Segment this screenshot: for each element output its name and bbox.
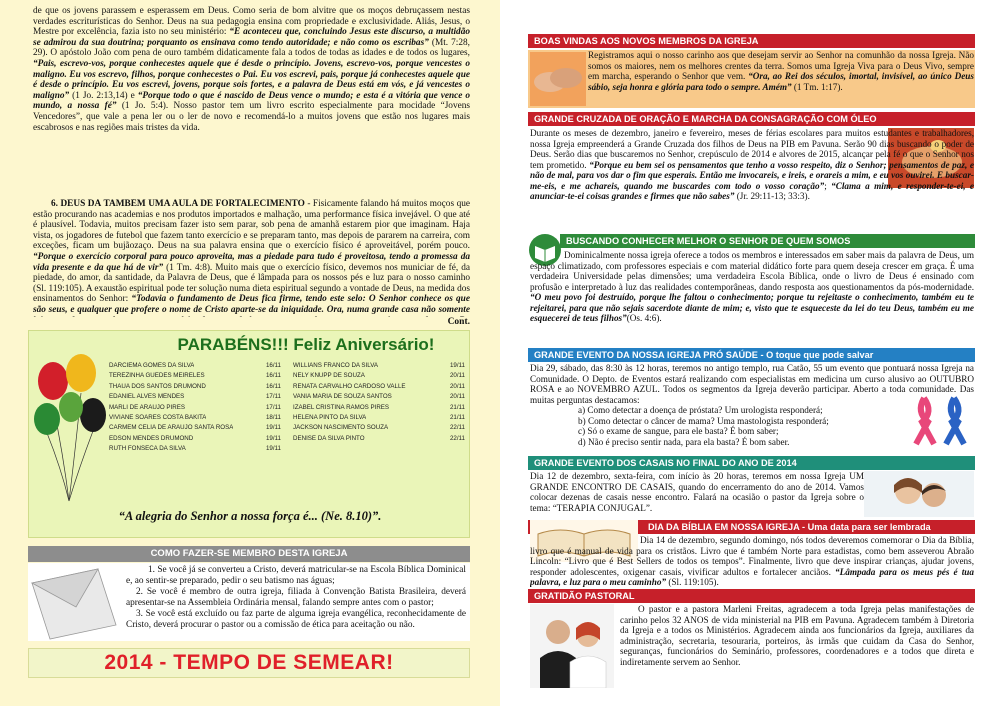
birthday-entry <box>293 434 465 444</box>
member-section-title: COMO FAZER-SE MEMBRO DESTA IGREJA <box>28 546 470 562</box>
birthday-title: PARABÉNS!!! Feliz Aniversário! <box>177 335 435 354</box>
balloons-icon <box>33 353 107 503</box>
member-section <box>28 563 470 641</box>
birthday-date: 19/11 <box>265 445 281 453</box>
pastors-photo <box>530 604 614 688</box>
birthday-name: CARMEM CELIA DE ARAUJO SANTA ROSA <box>109 424 234 432</box>
birthday-name: EDANIEL ALVES MENDES <box>109 393 185 401</box>
birthday-name: RUTH FONSECA DA SILVA <box>109 445 186 453</box>
birthday-date: 19/11 <box>449 362 465 369</box>
birthday-name: DENISE DA SILVA PINTO <box>293 434 365 442</box>
birthday-date: 20/11 <box>449 382 465 390</box>
birthday-name: IZABEL CRISTINA RAMOS PIRES <box>293 403 390 411</box>
birthday-name: VANIA MARIA DE SOUZA SANTOS <box>293 393 392 401</box>
health-question-c: c) Só o exame de sangue, para ele basta? É bom saber; <box>578 426 779 436</box>
birthday-entry <box>109 434 281 444</box>
birthday-name: VIVIANE SOARES COSTA BAKITA <box>109 414 207 422</box>
birthday-name: MARLI DE ARAUJO PIRES <box>109 403 185 411</box>
birthday-name: NELY KNUPP DE SOUZA <box>293 372 365 380</box>
birthday-entry <box>109 392 281 402</box>
birthday-date: 19/11 <box>265 434 281 442</box>
birthday-entry <box>109 361 281 371</box>
birthday-date: 18/11 <box>265 414 281 422</box>
birthday-entry <box>293 361 465 371</box>
birthday-name: WILLIANS FRANCO DA SILVA <box>293 362 379 369</box>
member-item-3: 3. Se você está excluído ou faz parte de alguma igreja evangélica, reconhecidamente de Cristo, deverá procurar o pastor ou a comissão de ética para aceitação ou não. <box>126 609 466 630</box>
intro-paragraph: de que os jovens parassem e esperassem em Deus. Como seria de bom alvitre que os moços debruçassem nestas verdades escriturísticas do Senhor. Deus na sua pedagogia ensina com propriedade e exclusividade. Aliás, Jesus, o Mestre por excelência, fazia isto no seu ministério: “E aconteceu que, concluindo Jesus este discurso, a multidão se admirou da sua doutrina; porquanto os ensinava como tendo autoridade; e não como os escribas” (Mt. 7:28, 29). O apóstolo João com pena de ouro também didaticamente fala a todos de todas as idades e de todos os lugares, “Pais, escrevo-vos, porque conhecestes aquele que é desde o princípio. Jovens, escrevo-vos, porque vencestes o maligno. Eu vos escrevo, filhos, porque conhecestes o Pai. Eu vos escrevi, pais, porque já conhecestes aquele que é desde o princípio. Eu vos escrevi, jovens, porque sois fortes, e a palavra de Deus está em vós, e já vencestes o maligno” (1 Jo. 2:13,14) e “Porque todo o que é nascido de Deus vence o mundo; e esta é a vitória que vence o mundo, a nossa fé” (1 Jo. 5:4). Nosso pastor tem um livro escrito especialmente para mocidade “Jovens Vencedores”, que vale a pena ler ou o ler de novo e recomendá-lo a muitos jovens que estão nos lugares mais escabrosos e nas regiões mais tristes da vida. <box>33 6 470 133</box>
birthday-entry <box>293 413 465 423</box>
birthday-entry <box>109 382 281 392</box>
health-question-a: a) Como detectar a doença de próstata? Um urologista responderá; <box>578 405 823 415</box>
birthday-date: 17/11 <box>265 393 281 401</box>
couple-image <box>864 471 974 517</box>
member-item-2: 2. Se você é membro de outra igreja, filiada à Convenção Batista Brasileira, deverá apresentar-se na Assembleia Ordinária mensal, falando sempre antes com o pastor; <box>126 587 466 608</box>
member-item-1: 1. Se você já se converteu a Cristo, deverá matricular-se na Escola Bíblica Dominical e, ao sentir-se preparado, pedir o seu batismo nas águas; <box>126 565 466 586</box>
birthday-entry <box>293 392 465 402</box>
birthday-column-1 <box>109 361 281 455</box>
birthday-column-2 <box>293 361 465 444</box>
birthday-entry <box>293 382 465 392</box>
birthday-date: 16/11 <box>265 362 281 369</box>
birthday-entry <box>293 423 465 433</box>
birthday-date: 20/11 <box>449 393 465 401</box>
welcome-title: BOAS VINDAS AOS NOVOS MEMBROS DA IGREJA <box>528 34 975 48</box>
knowing-text: Dominicalmente nossa igreja oferece a todos os membros e interessados em saber mais da palavra de Deus, um espaço climatizado, com professores especiais e com material didático forte para quem deseja crescer em graça. É uma verdadeira Universidade pelas dimensões; uma verdadeira Escola Bíblica, onde o livro de Deus é ensinado com profusão e interpretado à luz das realidades contemporâneas, dando resposta aos questionamentos da pós-modernidade. “O meu povo foi destruído, porque lhe faltou o conhecimento; porque tu rejeitaste o conhecimento, também eu te rejeitarei, para que não sejais sacerdote diante de mim; e, visto que te esqueceste da lei do teu Deus, também eu me esquecerei de teus filhos”(Os. 4:6). <box>530 250 974 323</box>
birthday-date: 19/11 <box>265 424 281 432</box>
birthday-date: 21/11 <box>449 414 465 422</box>
crusade-title: GRANDE CRUZADA DE ORAÇÃO E MARCHA DA CONSAGRAÇÃO COM ÓLEO <box>528 112 975 126</box>
birthday-box <box>28 330 470 538</box>
birthday-name: HELENA PINTO DA SILVA <box>293 414 367 422</box>
banner-text: 2014 - TEMPO DE SEMEAR! <box>104 651 394 674</box>
birthday-name: TEREZINHA GUEDES MEIRELES <box>109 372 205 380</box>
birthday-entry <box>293 403 465 413</box>
member-items <box>126 565 466 631</box>
cont-label: Cont. <box>447 317 470 327</box>
birthday-entry <box>109 403 281 413</box>
birthday-date: 22/11 <box>449 434 465 442</box>
welcome-text: Registramos aqui o nosso carinho aos que desejam servir ao Senhor na comunhão da nossa Igreja. Não somos os maiores, nem os melhores crentes da terra. Somos uma Igreja Viva para o Deus Vivo, sempre em marcha, esperando o Senhor que vem. “Ora, ao Rei dos séculos, imortal, invisível, ao único Deus sábio, seja honra e glória para todo o sempre. Amém” (1 Tm. 1:17). <box>588 50 974 92</box>
health-text: Dia 29, sábado, das 8:30 às 12 horas, teremos no antigo templo, rua Catão, 55 um evento que pontuará nossa Igreja na Comunidade. O Depto. de Eventos estará realizando com especialistas em medicina um curso alusivo ao OUTUBRO ROSA e ao NOVEMBRO AZUL. Todos os segmentos da Igreja deverão participar. Aberto a toda comunidade. Das muitas perguntas destacamos: a) Como detectar a doença de próstata? Um urologista responderá; b) Como detectar o câncer de mama? Uma mastologista responderá; c) Só o exame de sangue, para ele basta? É bom saber; d) Não é preciso sentir nada, para ela basta? É bom saber. <box>530 363 974 447</box>
section-6-heading: 6. DEUS DÁ TAMBÉM UMA AULA DE FORTALECIMENTO <box>51 199 305 209</box>
health-questions <box>530 405 974 447</box>
envelope-icon <box>28 563 124 641</box>
crusade-text: Durante os meses de dezembro, janeiro e fevereiro, meses de férias escolares para muitos estudantes e trabalhadores, nossa Igreja empreenderá a Grande Cruzada dos filhos de Deus na PIB em Pavuna. Serão 90 dias buscando o poder de Deus. Serão dias que buscaremos no Senhor, crepúsculo de 2014 e alvores de 2015, alcançar pela fé o que o Senhor nos tem prometido. “Porque eu bem sei os pensamentos que tenho a vosso respeito, diz o Senhor; pensamentos de paz, e não de mal, para vos dar o fim que esperais. Então me invocareis, e ireis, e orareis a mim, e eu vos ouvirei. E buscar-me-eis, e me achareis, quando me buscardes com todo o vosso coração”; “Clama a mim, e responder-te-ei, e anunciar-te-ei coisas grandes e firmes que não sabes” (Jr. 29:11-13; 33:3). <box>530 128 974 201</box>
birthday-entry <box>293 371 465 381</box>
birthday-date: 20/11 <box>449 372 465 380</box>
handshake-image <box>530 52 586 106</box>
birthday-verse: “A alegria do Senhor a nossa força é... (Ne. 8.10)”. <box>118 509 382 523</box>
birthday-entry <box>109 413 281 423</box>
couples-title: GRANDE EVENTO DOS CASAIS NO FINAL DO ANO DE 2014 <box>528 456 975 470</box>
birthday-name: EDSON MENDES DRUMOND <box>109 434 194 442</box>
birthday-date: 22/11 <box>449 424 465 432</box>
health-question-b: b) Como detectar o câncer de mama? Uma mastologista responderá; <box>578 415 829 426</box>
gratitude-text: O pastor e a pastora Marleni Freitas, agradecem a toda Igreja pelas manifestações de carinho pelos 32 ANOS de vida ministerial na PIB em Pavuna. Agradecem também à Diretoria da Igreja e a todos os Ministérios. Agradecem ainda aos funcionários da Igreja, auxiliares da administração, secretaria, tesouraria, porteiros, às irmãs que cuidam da Casa do Senhor, seguranças, funcionários do Seminário, professores, coordenadores e a todos que direta e indiretamente servem ao Senhor. <box>620 604 974 667</box>
bible-day-title: DIA DA BÍBLIA EM NOSSA IGREJA - Uma data para ser lembrada <box>528 520 975 534</box>
couples-text: Dia 12 de dezembro, sexta-feira, com início às 20 horas, teremos em nossa Igreja UM GRANDE ENCONTRO DE CASAIS, quando do encerramento do ano de 2014. Vamos colocar dezenas de casais nesse encontro. Falará na ocasião o pastor da Igreja sobre o tema: “TERAPIA CONJUGAL”. <box>530 471 864 513</box>
birthday-date: 21/11 <box>449 403 465 411</box>
birthday-date: 17/11 <box>265 403 281 411</box>
birthday-name: DARCIEMA GOMES DA SILVA <box>109 362 195 369</box>
birthday-name: JACKSON NASCIMENTO SOUZA <box>293 424 389 432</box>
right-page <box>500 0 1000 706</box>
birthday-date: 16/11 <box>265 372 281 380</box>
banner <box>28 648 470 678</box>
knowing-title: BUSCANDO CONHECER MELHOR O SENHOR DE QUEM SOMOS <box>560 234 975 248</box>
health-title: GRANDE EVENTO DA NOSSA IGREJA PRÓ SAÚDE - O toque que pode salvar <box>528 348 975 362</box>
birthday-date: 16/11 <box>265 382 281 390</box>
birthday-name: RENATA CARVALHO CARDOSO VALLE <box>293 382 406 390</box>
health-question-d: d) Não é preciso sentir nada, para ela basta? É bom saber. <box>578 436 790 447</box>
gratitude-title: GRATIDÃO PASTORAL <box>528 589 975 603</box>
bible-day-text: Dia 14 de dezembro, segundo domingo, nós todos deveremos comemorar o Dia da Bíblia, livro que é manual de vida para os cristãos. Livro que é também Norte para estadistas, como bem asseverou Abraão Lincoln: “Livro que é Best Sellers de todos os tempos”. Finalmente, livro que deve inspirar crianças, ajudar jovens, responder adolescentes, oxigenar casais, vivificar adultos e fortalecer anciãos. “Lâmpada para os meus pés é tua palavra, e luz para o meu caminho” (Sl. 119:105). <box>530 535 974 587</box>
birthday-entry <box>109 371 281 381</box>
birthday-entry <box>109 444 281 454</box>
birthday-entry <box>109 423 281 433</box>
birthday-name: THAUA DOS SANTOS DRUMOND <box>109 382 206 390</box>
section-6-paragraph: 6. DEUS DÁ TAMBÉM UMA AULA DE FORTALECIMENTO - Fisicamente falando há muitos moços que estão procurando nas academias e nos produtos importados e malhação, uma performance física invejável. O que até é plausível. Todavia, muitos precisam fazer isto sem parar, sob pena de amanhã estarem pior que imaginam. Haja vista, os jogadores de futebol que fazem tanto exercício e se preparam tanto, mas depois de pararem na carreira, com exceções, ficam um bujãozaço. Deus na sua palavra ensina que o exercício físico é aproveitável, porém pouco. “Porque o exercício corporal para pouco aproveita, mas a piedade para tudo é proveitosa, tendo a promessa da vida presente e da que há de vir” (1 Tm. 4:8). Muito mais que o exercício físico, devemos nos municiar de fé, da piedade, do amor, da santidade, da Palavra de Deus, que é lâmpada para os nossos pés e luz para o nosso caminho (Sl. 119:105). A exaustão espiritual pode ter solução numa dieta espiritual segundo a vontade de Deus, na medida dos ensinamentos do Senhor: “Todavia o fundamento de Deus fica firme, tendo este selo: O Senhor conhece os que são seus, e qualquer que profere o nome de Cristo aparte-se da iniquidade. Ora, numa grande casa não somente <box>33 199 470 315</box>
